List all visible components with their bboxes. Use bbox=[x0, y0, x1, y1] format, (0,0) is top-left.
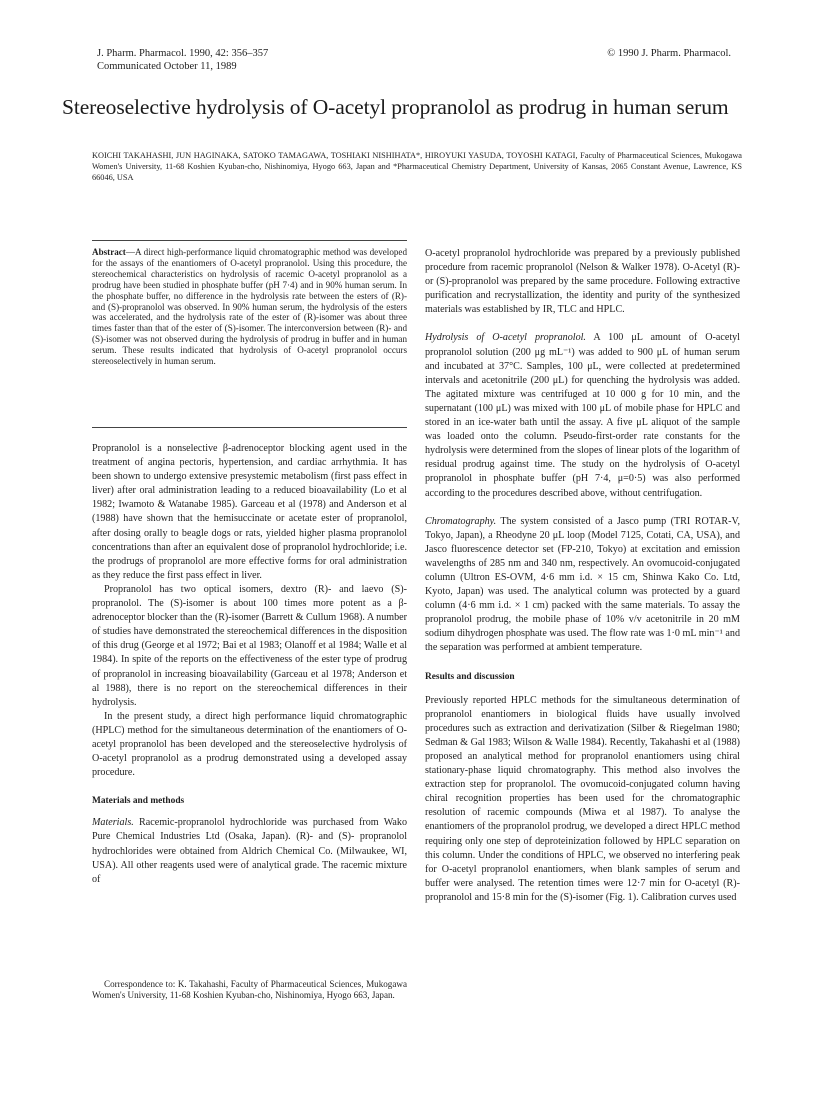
results-paragraph: Previously reported HPLC methods for the simultaneous determination of propranolol enantiomers in biological fluids have usually involved procedures such as extraction and derivatization (Silber & Riegelman 1980; Sedman & Gal 1983; Wilson & Walle 1984). Recently, Takahashi et al (1988) proposed an analytical method for propranolol enantiomers using chiral stationary-phase liquid chromatography. This method also involves the extraction step for propranolol. The ovomucoid-conjugated column having chiral recognition properties has been used for the chromatographic resolution of racemic compounds (Miwa et al 1987). To analyse the enantiomers of the propranolol prodrug, we developed a direct HPLC method requiring only one step of deproteinization followed by HPLC separation on this column. Under the conditions of HPLC, we observed no interfering peak for O-acetyl propranolol enantiomers, when blank samples of serum and buffer were analysed. The retention times were 12·7 min for O-acetyl (R)-propranolol and 15·8 min for the (S)-isomer (Fig. 1). Calibration curves used bbox=[425, 694, 740, 903]
intro-paragraph-3: In the present study, a direct high performance liquid chromatographic (HPLC) method for the simultaneous determination of the enantiomers of O-acetyl propranolol has been developed and the stereoselective hydrolysis of O-acetyl propranolol as a prodrug demonstrated using a developed assay procedure. bbox=[92, 710, 407, 779]
materials-text: Racemic-propranolol hydrochloride was purchased from Wako Pure Chemical Industries Ltd (Osaka, Japan). (R)- and (S)- propranolol hydrochlorides were obtained from Aldrich Chemical Co. (Milwaukee, WI, USA). All other reagents used were of analytical grade. The racemic mixture of bbox=[92, 817, 407, 885]
abstract-top-rule bbox=[92, 240, 407, 241]
hydrolysis-paragraph bbox=[425, 331, 740, 500]
methods-heading: Materials and methods bbox=[92, 796, 185, 807]
chromatography-label: Chromatography. bbox=[425, 515, 497, 527]
author-affiliation: KOICHI TAKAHASHI, JUN HAGINAKA, SATOKO TAMAGAWA, TOSHIAKI NISHIHATA*, HIROYUKI YASUDA, TOYOSHI KATAGI, Faculty of Pharmaceutical Sciences, Mukogawa Women's University, 11-68 Koshien Kyuban-cho, Nishinomiya, Hyogo 663, Japan and *Pharmaceutical Chemistry Department, University of Kansas, 2065 Constant Avenue, Lawrence, KS 66046, USA bbox=[92, 151, 742, 183]
hydrolysis-label: Hydrolysis of O-acetyl propranolol. bbox=[425, 332, 586, 344]
materials-continued: O-acetyl propranolol hydrochloride was prepared by a previously published procedure from racemic propranolol (Nelson & Walker 1978). O-Acetyl (R)- or (S)-propranolol was prepared by the same procedure. Following extractive purification and recrystallization, the identity and purity of the synthesized materials was established by IR, TLC and HPLC. bbox=[425, 248, 740, 316]
intro-paragraph-1: Propranolol is a nonselective β-adrenoceptor blocking agent used in the treatment of angina pectoris, hypertension, and cardiac arrhythmia. It has been shown to undergo extensive presystemic metabolism (first pass effect in liver) after oral administration leading to a reduced bioavailability (Lo et al 1982; Iwamoto & Watanabe 1985). Garceau et al (1978) and Anderson et al (1988) have shown that the hemisuccinate or acetate ester of propranolol, after dosing orally to beagle dogs or rats, yielded higher plasma propranolol concentrations than after an equivalent dose of propranolol hydrochloride; i.e. the prodrugs of propranolol are more effective forms for oral administration as they reduce the first pass effect in liver. bbox=[92, 443, 407, 581]
right-column bbox=[425, 247, 740, 905]
left-column bbox=[92, 442, 407, 887]
results-heading: Results and discussion bbox=[425, 671, 515, 682]
intro-paragraph-2: Propranolol has two optical isomers, dextro (R)- and laevo (S)-propranolol. The (S)-isomer is about 100 times more potent as a β-adrenoceptor blocker than the (R)-isomer (Barrett & Cullum 1968). A number of studies have demonstrated the stereochemical differences in the disposition of this drug (George et al 1972; Bai et al 1983; Olanoff et al 1984; Walle et al 1984). In spite of the reports on the effectiveness of the ester type of prodrug of propranolol in increasing bioavailability (Garceau et al 1978; Anderson et al 1988), there is no report on the stereochemical differences in their hydrolysis. bbox=[92, 583, 407, 708]
citation-line: J. Pharm. Pharmacol. 1990, 42: 356–357 bbox=[97, 48, 269, 59]
abstract-label: Abstract bbox=[92, 247, 126, 257]
abstract-bottom-rule bbox=[92, 427, 407, 428]
materials-paragraph bbox=[92, 816, 407, 886]
chromatography-paragraph bbox=[425, 515, 740, 656]
journal-citation bbox=[97, 47, 268, 73]
chromatography-text: The system consisted of a Jasco pump (TRI ROTAR-V, Tokyo, Japan), a Rheodyne 20 μL loop (Model 7125, Cotati, CA, USA), and Jasco fluorescence detector set (FP-210, Tokyo) at excitation and emission wavelengths of 285 nm and 340 nm, respectively. An ovomucoid-conjugated column (Ultron ES-OVM, 4·6 mm i.d. × 15 cm, Shinwa Kako Co. Ltd, Kyoto, Japan) was used. The analytical column was protected by a guard column (4·6 mm i.d. × 1 cm) packed with the same materials. To assay the propranolol prodrug, the mobile phase of 10% v/v acetonitrile in 20 mM sodium dihydrogen phosphate was used. The flow rate was 1·0 mL min⁻¹ and the separation was performed at ambient temperature. bbox=[425, 515, 740, 654]
materials-label: Materials. bbox=[92, 817, 134, 829]
abstract-text: —A direct high-performance liquid chromatographic method was developed for the assays of the enantiomers of O-acetyl propranolol. Using this procedure, the stereochemical characteristics on hydrolysis of racemic O-acetyl propranolol as a prodrug have been studied in phosphate buffer (pH 7·4) and in 90% human serum. In the phosphate buffer, no difference in the hydrolysis rate between the esters of (R)- and (S)-propranolol was observed. In 90% human serum, the hydrolysis of the esters was accelerated, and the hydrolysis rate of the ester of (R)-isomer was about three times faster than that of the ester of (S)-isomer. The interconversion between (R)- and (S)-isomer was not observed during the hydrolysis of prodrug in buffer and in human serum. These results indicated that hydrolysis of O-acetyl propranolol occurs stereoselectively in human serum. bbox=[92, 247, 407, 367]
hydrolysis-text: A 100 μL amount of O-acetyl propranolol solution (200 μg mL⁻¹) was added to 900 μL of human serum and incubated at 37°C. Samples, 100 μL, were collected at predetermined intervals and acetonitrile (200 μL) for quenching the hydrolysis was added. The agitated mixture was centrifuged at 10 000 g for 10 min, and the supernatant (100 μL) was mixed with 100 μL of mobile phase for HPLC and stored in an ice-water bath until the assay. A five μL aliquot of the sample was loaded onto the column. Pseudo-first-order rate constants for the hydrolysis were determined from the slopes of linear plots of the logarithm of residual prodrug against time. The study on the hydrolysis of O-acetyl propranolol in phosphate buffer (pH 7·4, μ=0·5) was also performed according to the procedures described above, without centrifugation. bbox=[425, 332, 740, 499]
article-title: Stereoselective hydrolysis of O-acetyl propranolol as prodrug in human serum bbox=[62, 95, 729, 119]
copyright-line: © 1990 J. Pharm. Pharmacol. bbox=[607, 48, 731, 59]
abstract-block bbox=[92, 247, 407, 367]
communicated-line: Communicated October 11, 1989 bbox=[97, 61, 237, 72]
correspondence-note: Correspondence to: K. Takahashi, Faculty of Pharmaceutical Sciences, Mukogawa Women's University, 11-68 Koshien Kyuban-cho, Nishinomiya, Hyogo 663, Japan. bbox=[92, 979, 407, 1000]
